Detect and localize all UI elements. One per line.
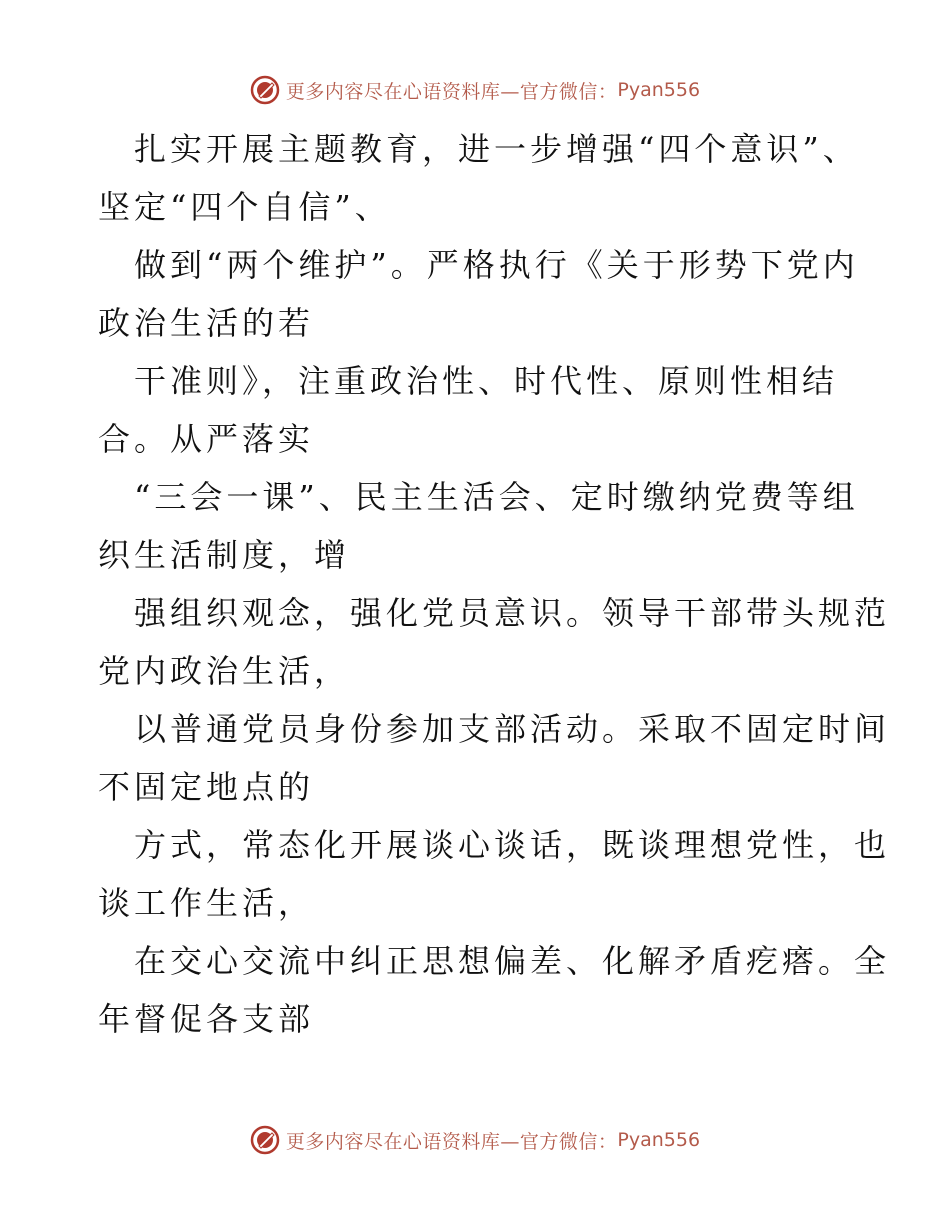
text-line: 扎实开展主题教育，进一步增强“四个意识”、 [98, 130, 859, 168]
header-wechat-id: Pyan556 [617, 79, 701, 101]
text-line: 政治生活的若 [98, 304, 315, 342]
text-line: 年督促各支部 [98, 1000, 315, 1038]
footer-wechat-id: Pyan556 [617, 1129, 701, 1151]
text-line: “三会一课”、民主生活会、定时缴纳党费等组 [98, 478, 859, 516]
header-banner-text: 更多内容尽在心语资料库—官方微信： [285, 80, 618, 103]
text-line: 合。从严落实 [98, 420, 315, 458]
pen-nib-logo-icon [250, 75, 280, 105]
text-line: 以普通党员身份参加支部活动。采取不固定时间 [98, 710, 891, 748]
text-line: 不固定地点的 [98, 768, 315, 806]
text-line: 干准则》，注重政治性、时代性、原则性相结 [98, 362, 839, 400]
footer-banner [0, 1120, 950, 1160]
text-line: 强组织观念，强化党员意识。领导干部带头规范 [98, 594, 891, 632]
text-line: 党内政治生活， [98, 652, 351, 690]
header-banner [0, 70, 950, 110]
text-line: 方式，常态化开展谈心谈话，既谈理想党性，也 [98, 826, 891, 864]
text-line: 做到“两个维护”。严格执行《关于形势下党内 [98, 246, 859, 284]
footer-banner-text: 更多内容尽在心语资料库—官方微信： [285, 1130, 618, 1153]
text-line: 织生活制度，增 [98, 536, 351, 574]
document-body [98, 120, 891, 1048]
text-line: 坚定“四个自信”、 [98, 188, 391, 226]
text-line: 谈工作生活， [98, 884, 315, 922]
text-line: 在交心交流中纠正思想偏差、化解矛盾疙瘩。全 [98, 942, 891, 980]
pen-nib-logo-icon [250, 1125, 280, 1155]
